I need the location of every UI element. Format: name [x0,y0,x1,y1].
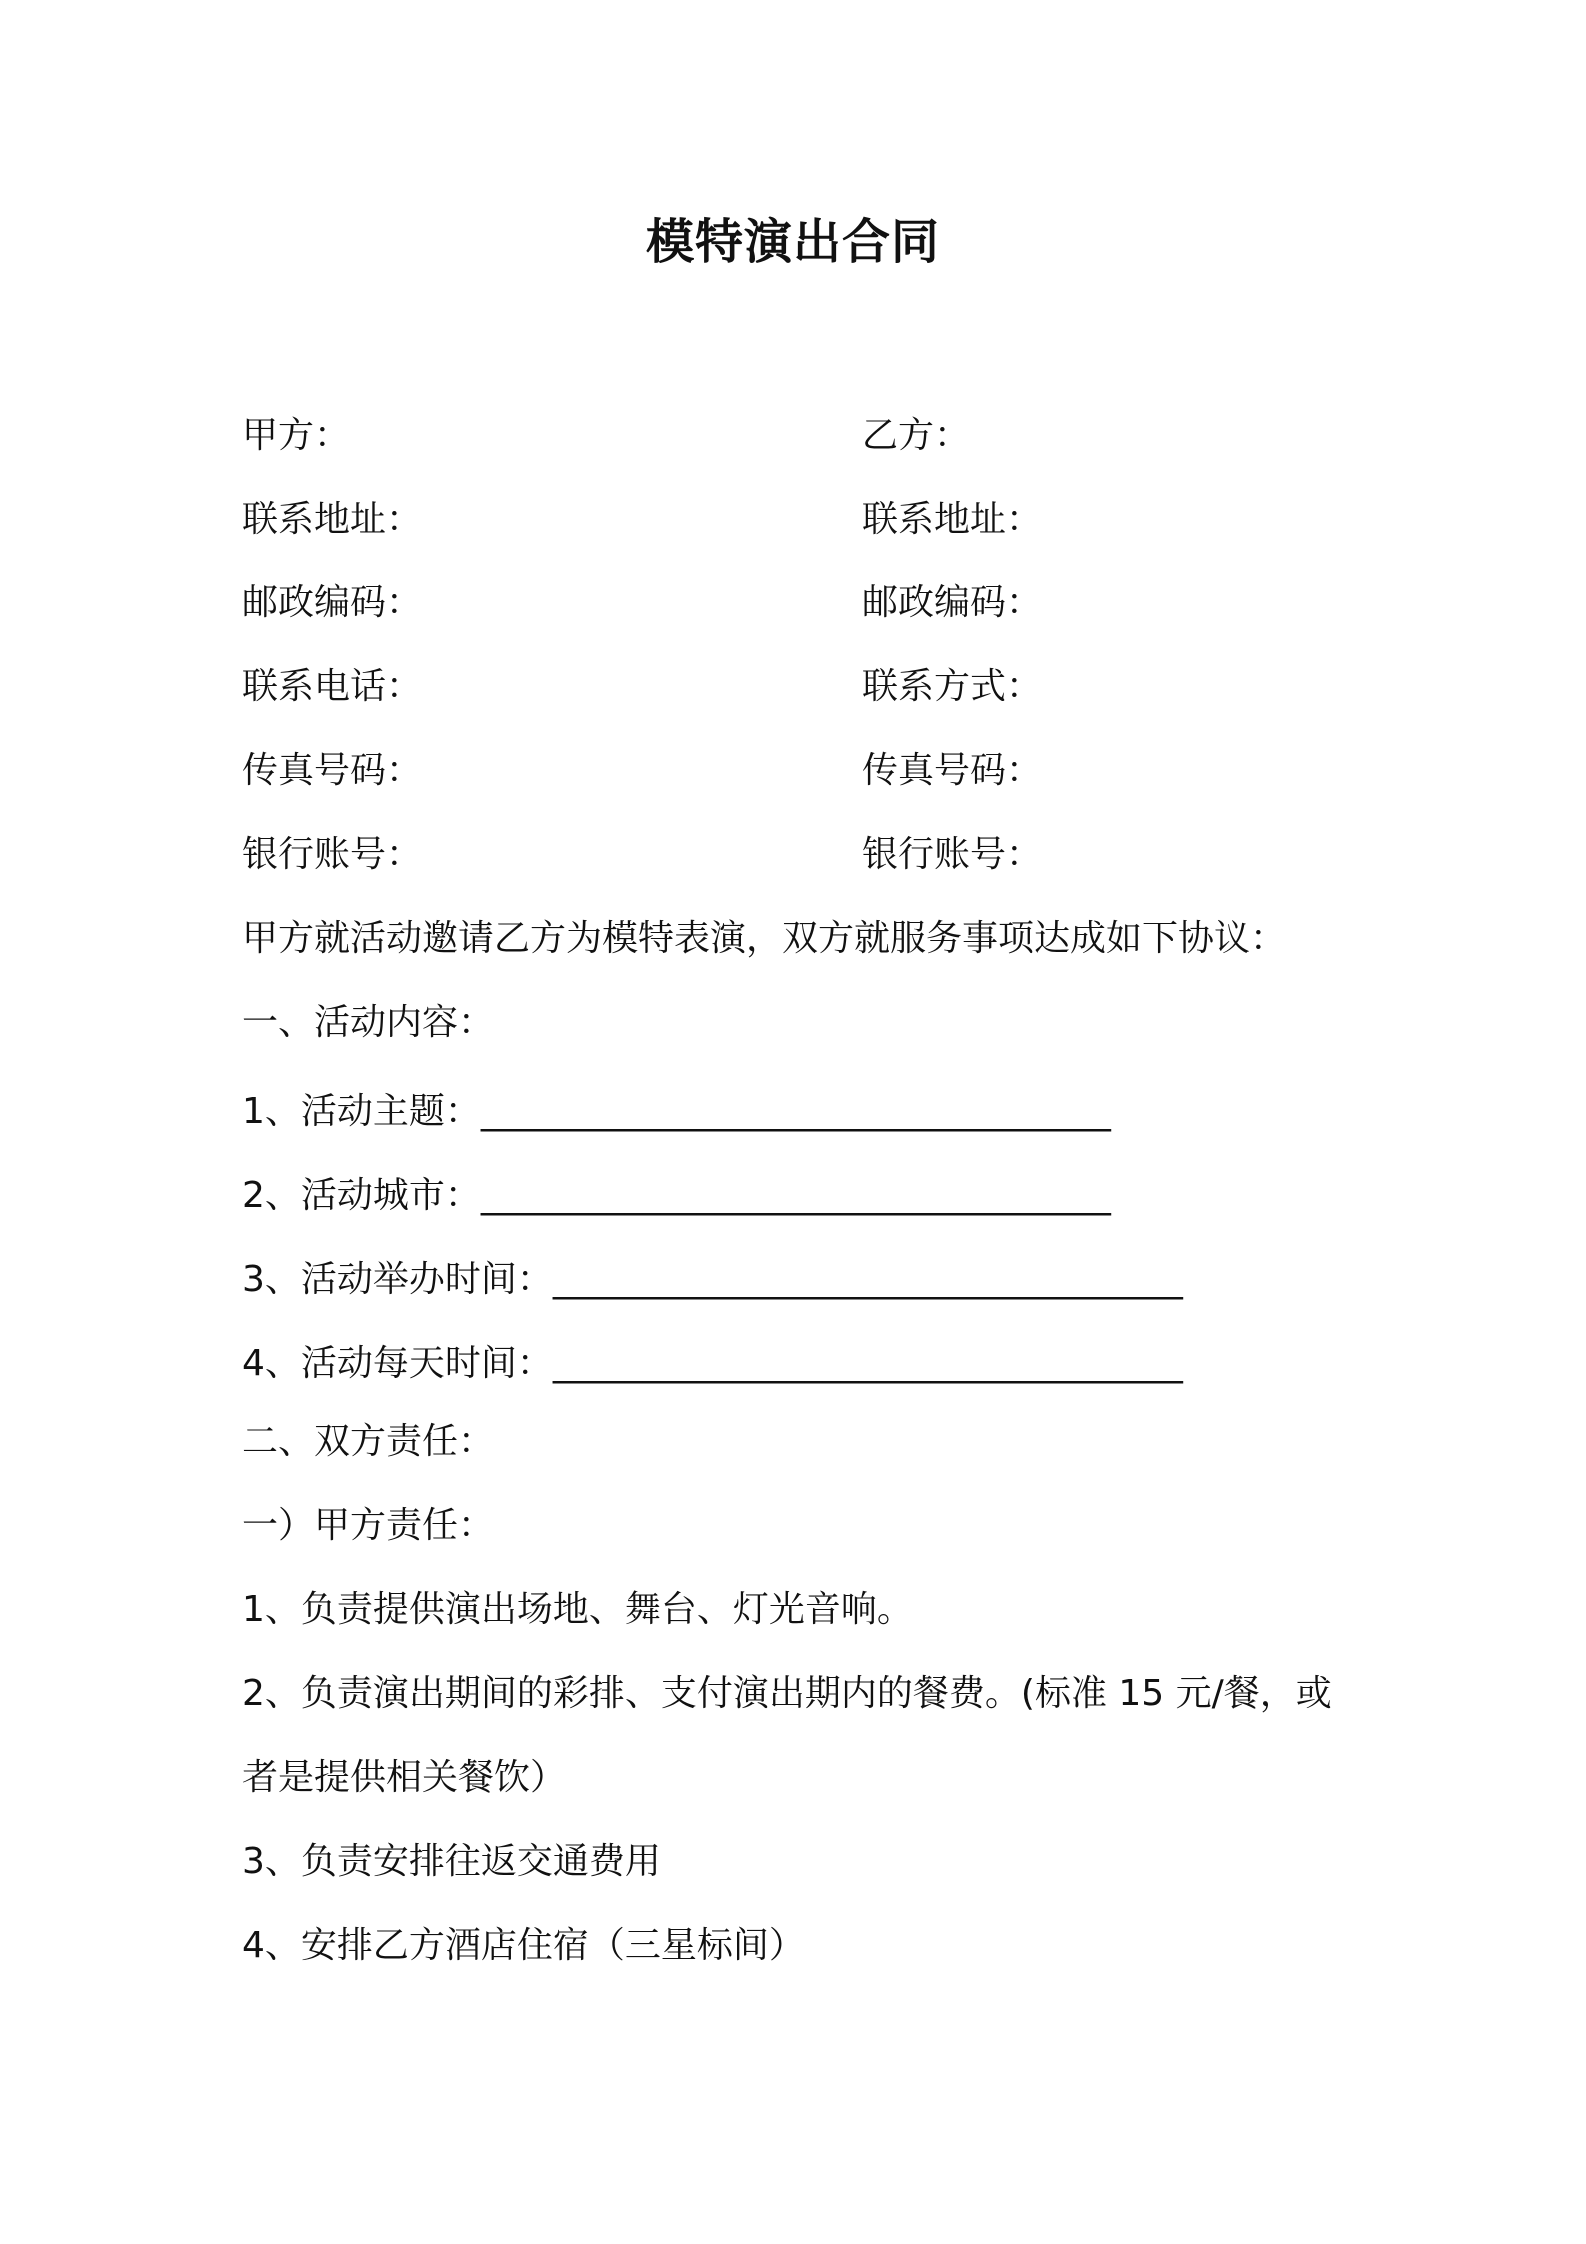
document-title: 模特演出合同 [645,214,940,270]
agreement-intro: 甲方就活动邀请乙方为模特表演，双方就服务事项达成如下协议： [242,918,1287,959]
party-b-postcode-label: 邮政编码： [862,582,1043,623]
activity-daily-time-line: 4、活动每天时间：___________________________________ [242,1343,1183,1384]
party-b-address-label: 联系地址： [862,499,1043,540]
party-b-bank-label: 银行账号： [862,834,1043,875]
party-a-address-label: 联系地址： [242,499,423,540]
duty-item: 1、负责提供演出场地、舞台、灯光音响。 [242,1589,913,1630]
duty-item: 3、负责安排往返交通费用 [242,1841,661,1882]
party-a-postcode-label: 邮政编码： [242,582,423,623]
activity-theme-line: 1、活动主题：___________________________________ [242,1091,1111,1132]
party-a-fax-label: 传真号码： [242,750,423,791]
duty-item: 4、安排乙方酒店住宿（三星标间） [242,1925,805,1966]
party-a-bank-label: 银行账号： [242,834,423,875]
party-b-contact-label: 联系方式： [862,666,1043,707]
duty-item: 2、负责演出期间的彩排、支付演出期内的餐费。(标准 15 元/餐，或 [242,1673,1332,1714]
party-b-label: 乙方： [862,415,971,456]
section-1-heading: 一、活动内容： [242,1002,495,1043]
duty-item-continued: 者是提供相关餐饮） [242,1757,567,1798]
party-b-fax-label: 传真号码： [862,750,1043,791]
party-a-phone-label: 联系电话： [242,666,423,707]
section-2-heading: 二、双方责任： [242,1421,495,1462]
party-a-duties-heading: 一）甲方责任： [242,1505,495,1546]
activity-city-line: 2、活动城市：___________________________________ [242,1175,1111,1216]
party-a-label: 甲方： [242,415,351,456]
activity-date-line: 3、活动举办时间：___________________________________ [242,1259,1183,1300]
